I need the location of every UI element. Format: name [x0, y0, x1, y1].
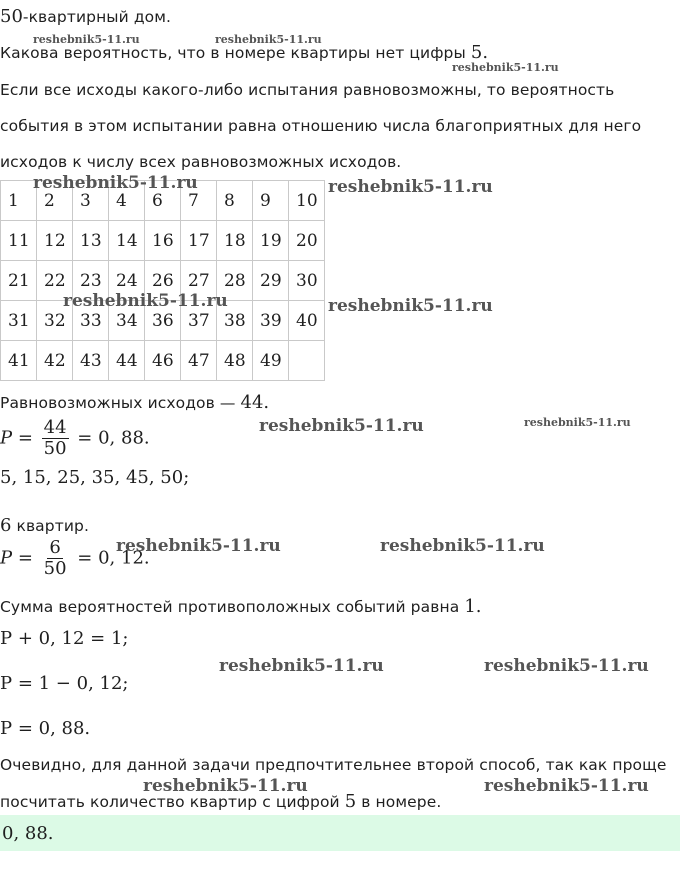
watermark: reshebnik5-11.ru: [116, 536, 281, 556]
six-count: 6: [0, 515, 12, 536]
watermark: reshebnik5-11.ru: [484, 656, 649, 676]
watermark: reshebnik5-11.ru: [259, 416, 424, 436]
table-cell: 41: [1, 341, 37, 381]
p1-lhs: P =: [0, 427, 33, 449]
table-cell: 7: [181, 181, 217, 221]
watermark: reshebnik5-11.ru: [524, 416, 631, 429]
table-cell: 27: [181, 261, 217, 301]
table-cell: 13: [73, 221, 109, 261]
table-cell: 26: [145, 261, 181, 301]
table-cell: 30: [289, 261, 325, 301]
question-text: Какова вероятность, что в номере квартиры нет цифры: [0, 44, 471, 62]
outcomes-count: 44.: [240, 392, 270, 413]
table-cell: 34: [109, 301, 145, 341]
watermark: reshebnik5-11.ru: [33, 173, 198, 193]
p2-rhs: = 0, 12.: [77, 547, 150, 569]
table-cell: 23: [73, 261, 109, 301]
table-cell: 17: [181, 221, 217, 261]
p2-lhs: P =: [0, 547, 33, 569]
table-cell: 8: [217, 181, 253, 221]
watermark: reshebnik5-11.ru: [328, 177, 493, 197]
table-cell: 47: [181, 341, 217, 381]
table-cell: 10: [289, 181, 325, 221]
probability-formula-1: [0, 418, 150, 459]
table-cell: 28: [217, 261, 253, 301]
table-cell: 14: [109, 221, 145, 261]
p2-numerator: 6: [49, 537, 61, 558]
table-cell: 49: [253, 341, 289, 381]
sum-text: Сумма вероятностей противоположных событий равна: [0, 598, 465, 616]
table-cell: 20: [289, 221, 325, 261]
watermark: reshebnik5-11.ru: [63, 291, 228, 311]
table-cell: [289, 341, 325, 381]
sum-line: [0, 596, 482, 617]
watermark: reshebnik5-11.ru: [215, 33, 322, 46]
answer-box: [0, 815, 680, 851]
outcomes-text: Равновозможных исходов —: [0, 394, 241, 412]
watermark: reshebnik5-11.ru: [328, 296, 493, 316]
equation-3: P = 0, 88.: [0, 718, 91, 739]
table-cell: 32: [37, 301, 73, 341]
fraction-6-50: [42, 538, 69, 579]
table-cell: 18: [217, 221, 253, 261]
table-cell: 42: [37, 341, 73, 381]
watermark: reshebnik5-11.ru: [452, 61, 559, 74]
table-cell: 39: [253, 301, 289, 341]
table-cell: 4: [109, 181, 145, 221]
watermark: reshebnik5-11.ru: [219, 656, 384, 676]
table-cell: 19: [253, 221, 289, 261]
question-digit: 5.: [470, 42, 489, 63]
answer-value: 0, 88.: [2, 822, 54, 844]
rule-line-1: Если все исходы какого-либо испытания равновозможны, то вероятность: [0, 81, 615, 99]
table-cell: 24: [109, 261, 145, 301]
table-cell: 48: [217, 341, 253, 381]
table-cell: 31: [1, 301, 37, 341]
table-cell: 12: [37, 221, 73, 261]
watermark: reshebnik5-11.ru: [380, 536, 545, 556]
watermark: reshebnik5-11.ru: [143, 776, 308, 796]
table-cell: 43: [73, 341, 109, 381]
table-cell: 40: [289, 301, 325, 341]
rule-line-3: исходов к числу всех равновозможных исходов.: [0, 153, 402, 171]
table-row: [1, 341, 325, 381]
intro-text: -квартирный дом.: [22, 8, 172, 26]
conclusion-digit: 5: [344, 791, 357, 812]
table-cell: 21: [1, 261, 37, 301]
conclusion-tail: в номере.: [356, 793, 442, 811]
table-cell: 22: [37, 261, 73, 301]
conclusion-text: посчитать количество квартир с цифрой: [0, 793, 345, 811]
table-cell: 38: [217, 301, 253, 341]
table-cell: 36: [145, 301, 181, 341]
flat-number-table: [0, 180, 325, 381]
rule-line-2: события в этом испытании равна отношению числа благоприятных для него: [0, 117, 642, 135]
equation-2: P = 1 − 0, 12;: [0, 673, 129, 694]
table-cell: 3: [73, 181, 109, 221]
p2-denominator: 50: [43, 558, 67, 579]
intro-line: [0, 6, 171, 27]
conclusion-line-1: Очевидно, для данной задачи предпочтительнее второй способ, так как проще: [0, 756, 667, 774]
table-cell: 44: [109, 341, 145, 381]
table-cell: 6: [145, 181, 181, 221]
p1-denominator: 50: [43, 438, 67, 459]
flat-count: 50: [0, 6, 23, 27]
watermark: reshebnik5-11.ru: [33, 33, 140, 46]
sum-value: 1.: [464, 596, 482, 617]
p1-numerator: 44: [43, 417, 67, 438]
six-text: квартир.: [11, 517, 89, 535]
flats-with-five-list: 5, 15, 25, 35, 45, 50;: [0, 467, 190, 488]
fraction-44-50: [42, 418, 69, 459]
table-cell: 1: [1, 181, 37, 221]
table-cell: 9: [253, 181, 289, 221]
table-cell: 2: [37, 181, 73, 221]
watermark: reshebnik5-11.ru: [484, 776, 649, 796]
equation-1: P + 0, 12 = 1;: [0, 628, 129, 649]
six-flats-line: [0, 515, 89, 536]
table-cell: 16: [145, 221, 181, 261]
table-row: [1, 221, 325, 261]
table-cell: 29: [253, 261, 289, 301]
outcomes-line: [0, 392, 269, 413]
table-cell: 46: [145, 341, 181, 381]
table-cell: 33: [73, 301, 109, 341]
p1-rhs: = 0, 88.: [77, 427, 150, 449]
table-cell: 11: [1, 221, 37, 261]
table-cell: 37: [181, 301, 217, 341]
